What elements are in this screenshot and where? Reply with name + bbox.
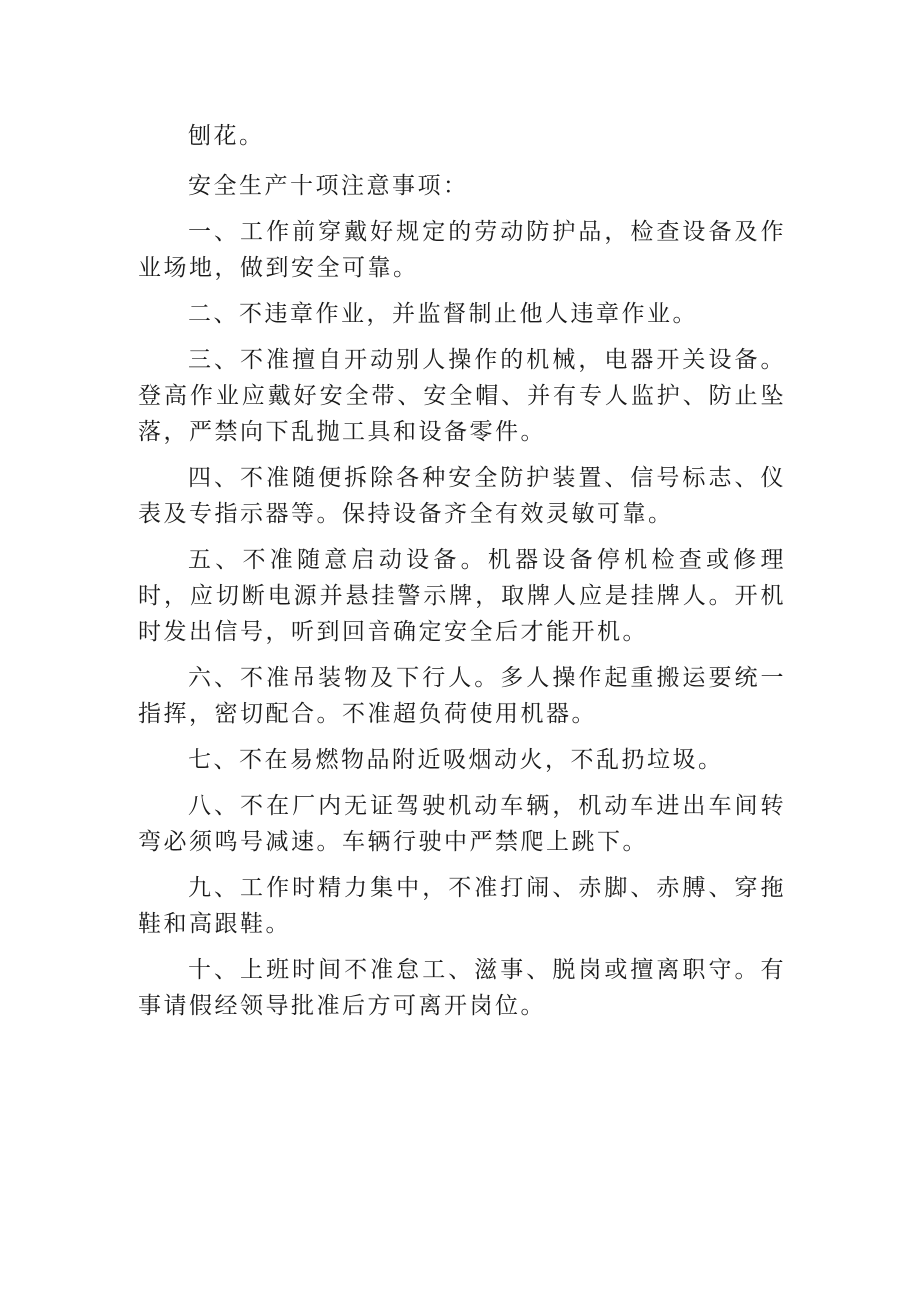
rule-item-9: 九、工作时精力集中，不准打闹、赤脚、赤膊、穿拖鞋和高跟鞋。 (138, 875, 786, 937)
rule-item-3: 三、不准擅自开动别人操作的机械，电器开关设备。登高作业应戴好安全带、安全帽、并有专人监护、防止坠落，严禁向下乱抛工具和设备零件。 (138, 347, 786, 445)
rule-item-7: 七、不在易燃物品附近吸烟动火，不乱扔垃圾。 (188, 747, 724, 773)
document-body (138, 118, 786, 1034)
section-heading: 安全生产十项注意事项： (188, 173, 469, 199)
rule-item-5: 五、不准随意启动设备。机器设备停机检查或修理时，应切断电源并悬挂警示牌，取牌人应是挂牌人。开机时发出信号，听到回音确定安全后才能开机。 (138, 547, 786, 645)
paragraph-continuation: 刨花。 (188, 123, 265, 149)
rule-item-1: 一、工作前穿戴好规定的劳动防护品，检查设备及作业场地，做到安全可靠。 (138, 219, 786, 281)
rule-item-8: 八、不在厂内无证驾驶机动车辆，机动车进出车间转弯必须鸣号减速。车辆行驶中严禁爬上跳下。 (138, 793, 786, 855)
rule-item-4: 四、不准随便拆除各种安全防护装置、信号标志、仪表及专指示器等。保持设备齐全有效灵敏可靠。 (138, 465, 786, 527)
rule-item-6: 六、不准吊装物及下行人。多人操作起重搬运要统一指挥，密切配合。不准超负荷使用机器。 (138, 665, 786, 727)
rule-item-2: 二、不违章作业，并监督制止他人违章作业。 (188, 301, 698, 327)
rule-item-10: 十、上班时间不准怠工、滋事、脱岗或擅离职守。有事请假经领导批准后方可离开岗位。 (138, 957, 786, 1019)
